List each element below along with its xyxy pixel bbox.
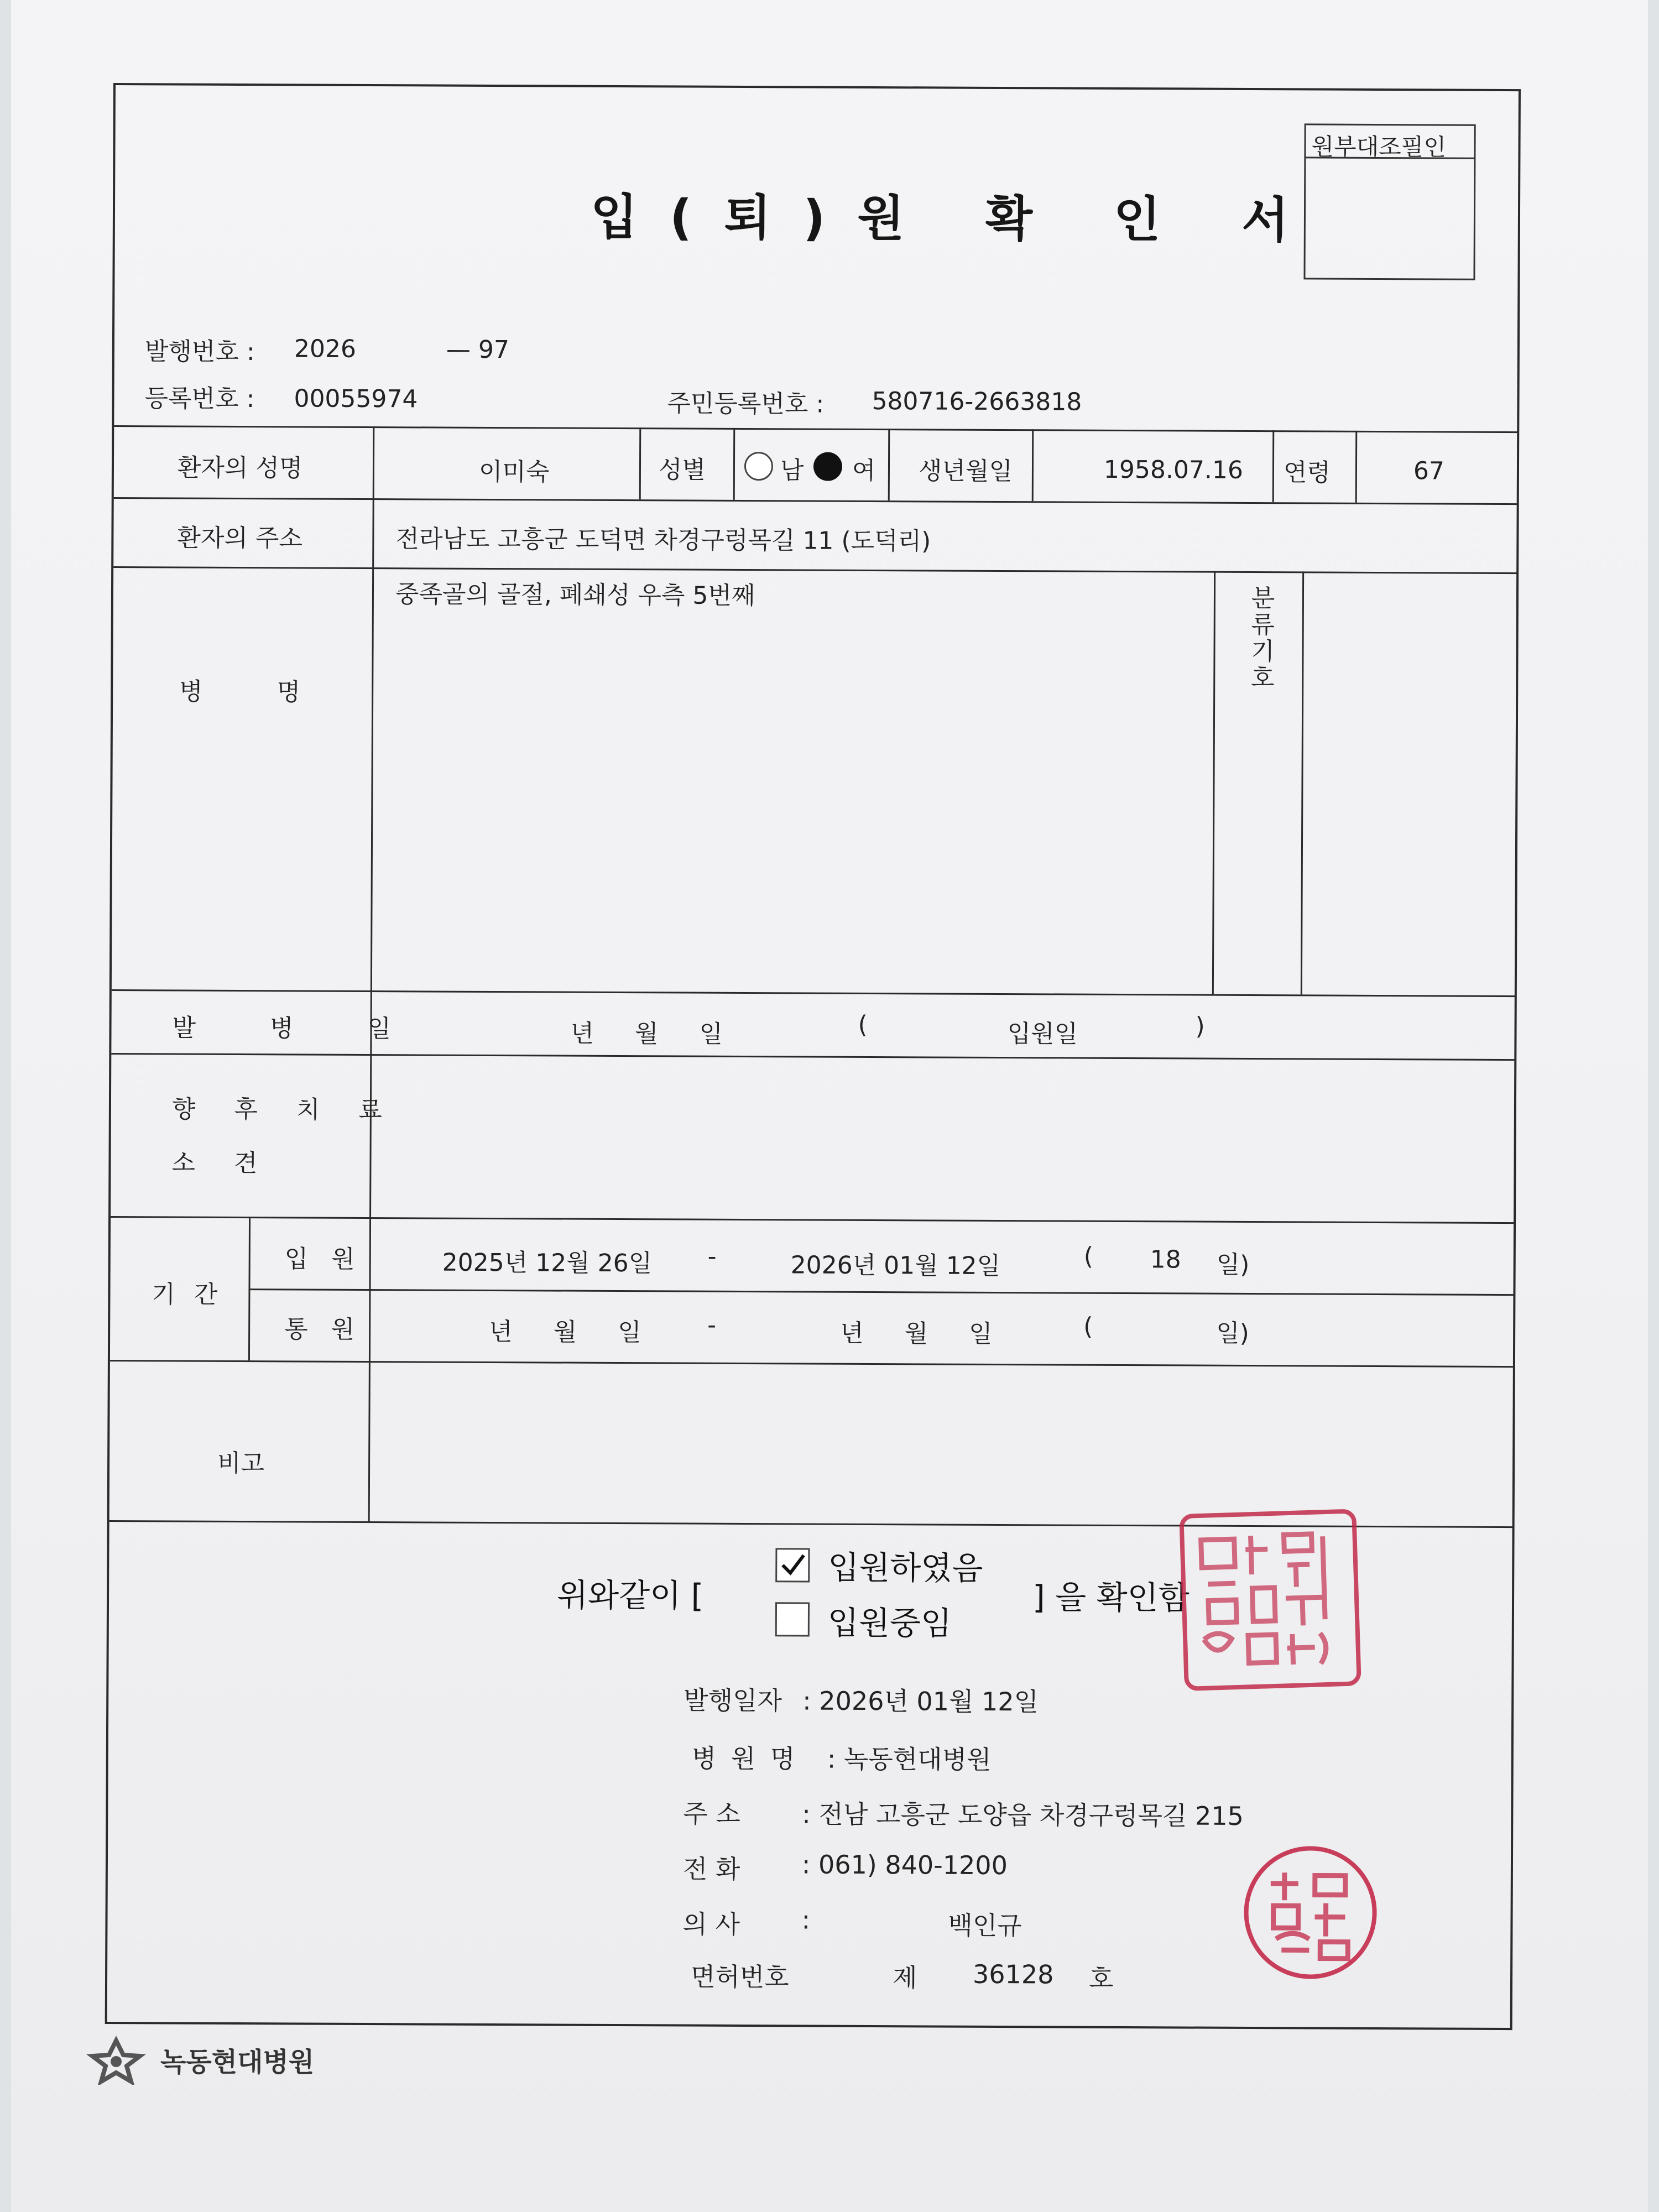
onset-date: 년 월 일: [570, 1019, 740, 1048]
birth-date: 1958.07.16: [1103, 455, 1244, 484]
inpatient-from: 2025년 12월 26일: [442, 1248, 653, 1278]
doctor-name: 백인규: [948, 1910, 1022, 1941]
check-icon: [777, 1550, 808, 1580]
gender-label: 성별: [658, 456, 706, 484]
confirm-suffix: ] 을 확인함: [1032, 1578, 1190, 1617]
document-title: 입(퇴)원 확 인 서: [590, 188, 1321, 249]
patient-name-label: 환자의 성명: [177, 453, 303, 483]
doctor-label: 의 사: [682, 1909, 740, 1939]
outpatient-days-unit: 일): [1216, 1319, 1249, 1348]
inpatient-label: 입 원: [284, 1245, 363, 1274]
admission-confirmation-form: [105, 83, 1521, 2030]
hospital-name-label: 병 원 명: [691, 1743, 799, 1774]
hospital-seal: [1179, 1509, 1361, 1691]
onset-paren-open: (: [858, 1010, 868, 1039]
issue-no-year: 2026: [294, 335, 356, 363]
onset-admit-label: 입원일: [1007, 1020, 1078, 1048]
onset-label: 발 병 일: [172, 1014, 425, 1044]
gender-male-radio[interactable]: [744, 452, 773, 481]
license-number: 36128: [972, 1959, 1054, 1990]
reg-no: 00055974: [294, 384, 418, 414]
resident-no-label: 주민등록번호 :: [667, 389, 825, 419]
outpatient-from: 년 월 일: [489, 1317, 658, 1347]
classification-code-label: 분류기호: [1246, 585, 1275, 692]
issue-date-label: 발행일자: [684, 1685, 782, 1716]
inpatient-dash: -: [707, 1242, 717, 1271]
patient-address: 전라남도 고흥군 도덕면 차경구렁목길 11 (도덕리): [395, 525, 931, 556]
hospital-phone: : 061) 840-1200: [801, 1849, 1008, 1881]
verification-stamp-box: [1303, 123, 1475, 280]
issue-no-seq: — 97: [446, 335, 509, 364]
remarks-label: 비고: [217, 1449, 265, 1478]
inpatient-days-open: (: [1083, 1242, 1094, 1271]
outpatient-to: 년 월 일: [840, 1319, 1009, 1349]
hospital-address: : 전남 고흥군 도양읍 차경구렁목길 215: [802, 1799, 1244, 1831]
admitted-checkbox[interactable]: [775, 1548, 810, 1582]
stamp-box-label: 원부대조필인: [1311, 133, 1447, 161]
age-label: 연령: [1283, 458, 1331, 487]
license-suffix: 호: [1088, 1963, 1114, 1994]
confirm-prefix: 위와같이 [: [556, 1576, 704, 1615]
hospital-address-label: 주 소: [683, 1798, 740, 1829]
phone-label: 전 화: [682, 1854, 740, 1884]
onset-paren-close: ): [1195, 1012, 1205, 1041]
hospital-name: : 녹동현대병원: [827, 1744, 992, 1775]
inpatient-days: 18: [1150, 1245, 1181, 1274]
hospital-logo-icon: [86, 2035, 152, 2085]
license-label: 면허번호: [690, 1961, 789, 1992]
gender-male-label: 남: [780, 456, 804, 485]
birth-label: 생년월일: [918, 457, 1013, 486]
doctor-colon: :: [801, 1905, 811, 1935]
paper-sheet: [11, 0, 1648, 2212]
opinion-label-line2: 소 견: [171, 1149, 273, 1178]
period-label: 기 간: [152, 1280, 223, 1309]
outpatient-dash: -: [707, 1311, 717, 1339]
gender-female-label: 여: [852, 456, 876, 486]
resident-no: 580716-2663818: [872, 387, 1082, 416]
outpatient-label: 통 원: [284, 1315, 363, 1344]
address-label: 환자의 주소: [177, 524, 303, 553]
doctor-seal: [1244, 1846, 1377, 1979]
opinion-label-line1: 향 후 치 료: [171, 1095, 398, 1125]
option-inpatient: 입원중임: [827, 1604, 952, 1642]
patient-name: 이미숙: [478, 457, 550, 487]
diagnosis-label: 병 명: [179, 677, 334, 707]
inpatient-checkbox[interactable]: [775, 1602, 810, 1636]
inpatient-days-unit: 일): [1216, 1250, 1250, 1279]
issue-no-label: 발행번호 :: [144, 337, 255, 367]
age-value: 67: [1413, 457, 1445, 486]
reg-no-label: 등록번호 :: [144, 384, 255, 414]
issue-date: : 2026년 01월 12일: [802, 1686, 1039, 1717]
outpatient-days-open: (: [1083, 1312, 1093, 1341]
license-prefix: 제: [892, 1963, 917, 1993]
option-admitted: 입원하였음: [828, 1548, 983, 1587]
gender-female-radio[interactable]: [813, 452, 842, 481]
footer-logo-text: 녹동현대병원: [160, 2047, 315, 2078]
inpatient-to: 2026년 01월 12일: [790, 1251, 1001, 1281]
diagnosis-text: 중족골의 골절, 폐쇄성 우측 5번째: [395, 580, 755, 611]
